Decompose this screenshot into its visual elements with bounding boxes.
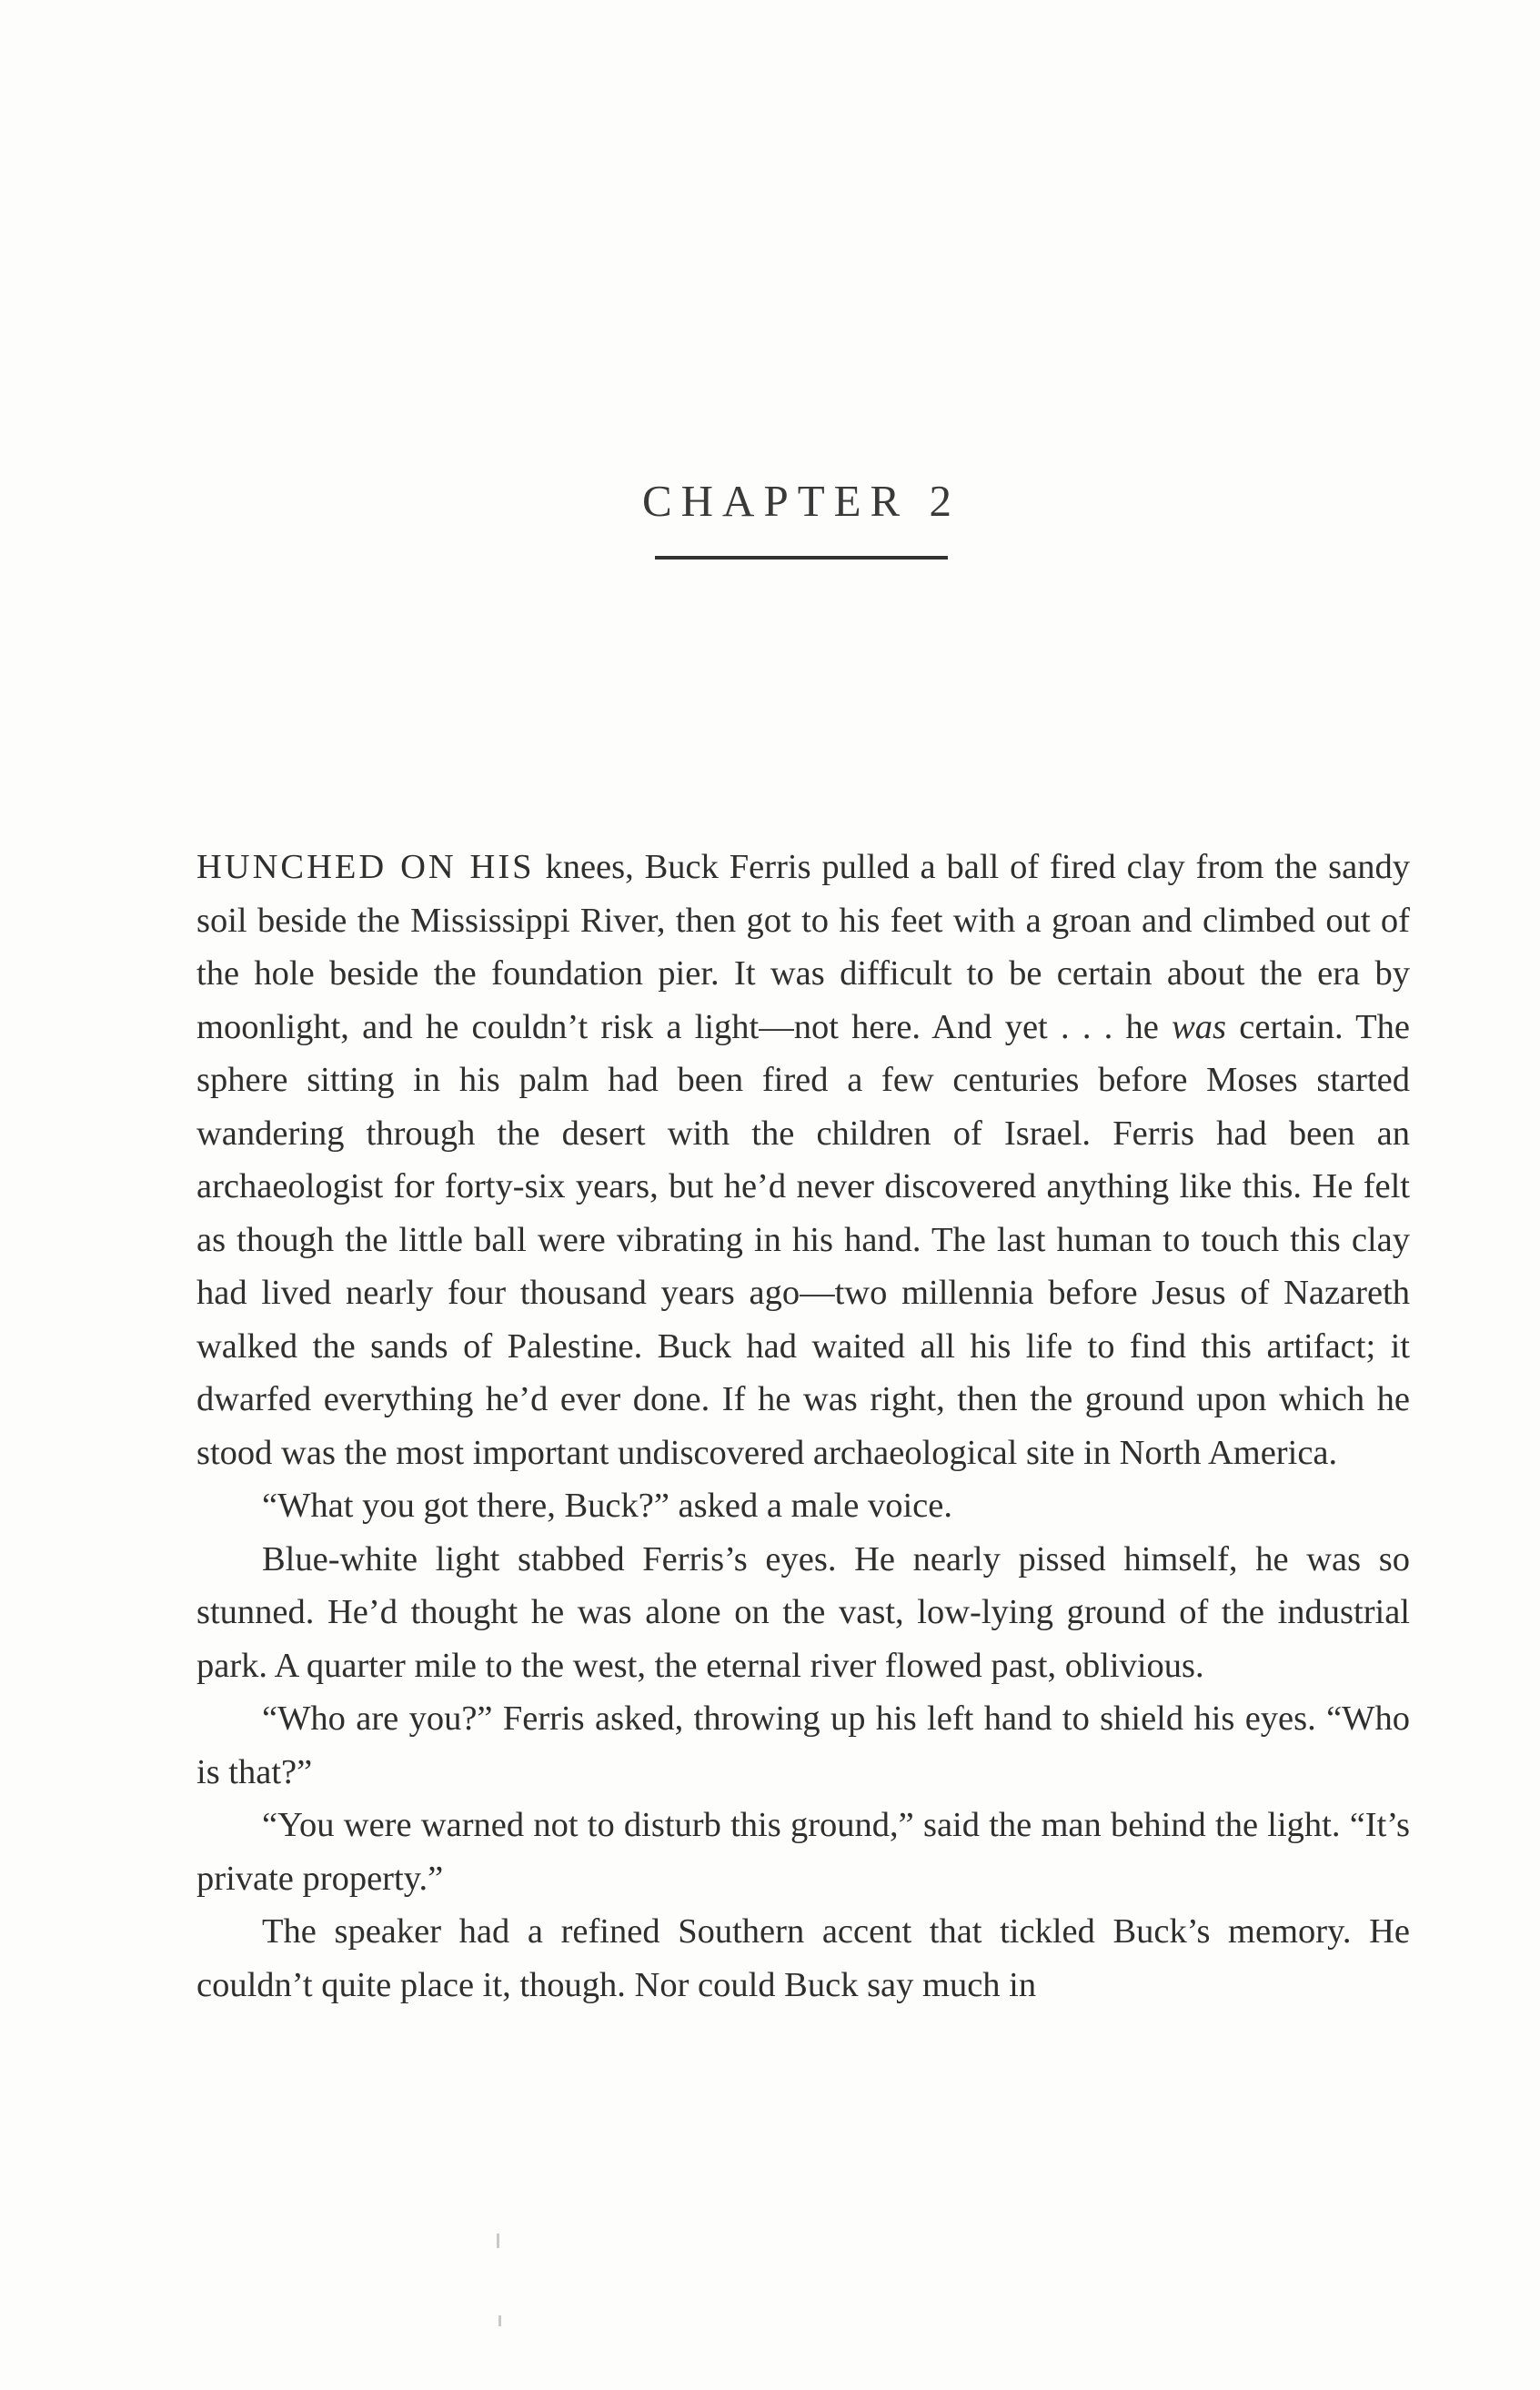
paragraph-6: The speaker had a refined Southern accent that tickled Buck’s memory. He couldn’t quite place it, though. Nor could Buck say much in: [196, 1912, 1410, 2004]
paragraph-4: “Who are you?” Ferris asked, throwing up his left hand to shield his eyes. “Who is that?”: [196, 1699, 1410, 1791]
paragraph-2: “What you got there, Buck?” asked a male voice.: [262, 1487, 952, 1525]
scan-speck: [497, 2234, 499, 2248]
chapter-title-rule: [655, 556, 948, 560]
opening-lead-in: HUNCHED ON HIS: [196, 848, 535, 886]
paragraph-3: Blue-white light stabbed Ferris’s eyes. He nearly pissed himself, he was so stunned. He’d thought he was alone on the vast, low-lying ground of the industrial park. A quarter mile to the west, the eternal river flowed past, oblivious.: [196, 1539, 1410, 1685]
chapter-title: CHAPTER 2: [641, 476, 961, 526]
chapter-body: [196, 841, 1410, 2012]
paragraph-1-part-2: certain. The sphere sitting in his palm had been fired a few centuries before Moses started wandering through the desert with the children of Israel. Ferris had been an archaeologist for forty-six years, but he’d never discovered anything like this. He felt as though the little ball were vibrating in his hand. The last human to touch this clay had lived nearly four thousand years ago—two millennia before Jesus of Nazareth walked the sands of Palestine. Buck had waited all his life to find this artifact; it dwarfed everything he’d ever done. If he was right, then the ground upon which he stood was the most important undiscovered archaeological site in North America.: [196, 1007, 1410, 1472]
paragraph-1-emphasis: was: [1172, 1007, 1227, 1046]
scan-speck: [498, 2315, 501, 2326]
paragraph-1-part-1: knees, Buck Ferris pulled a ball of fired clay from the sandy soil beside the Mississippi River, then got to his feet with a groan and climbed out of the hole beside the foundation pier. It was difficult to be certain about the era by moonlight, and he couldn’t risk a light—not here. And yet . . . he: [196, 848, 1410, 1046]
paragraph-1: [196, 841, 1410, 1479]
paragraph-5: “You were warned not to disturb this ground,” said the man behind the light. “It’s private property.”: [196, 1806, 1410, 1898]
